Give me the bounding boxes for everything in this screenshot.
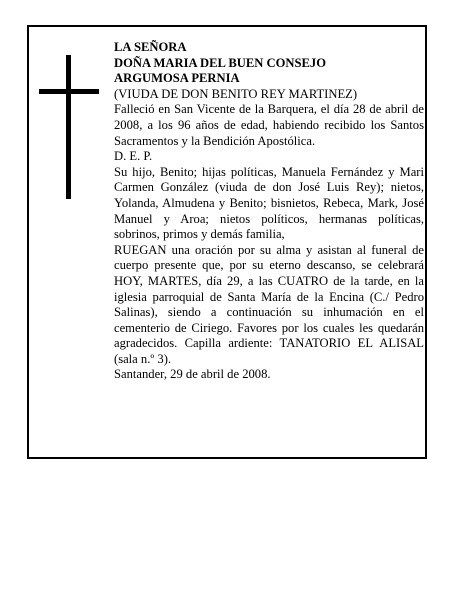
widow-of-line: (VIUDA DE DON BENITO REY MARTINEZ): [114, 86, 358, 101]
death-notice-paragraph: Falleció en San Vicente de la Barquera, el día 28 de abril de 2008, a los 96 años de edad, habiendo recibido los Santos Sacramentos y la Bendición Apostólica.: [114, 102, 424, 148]
notice-title: LA SEÑORA: [114, 40, 187, 54]
latin-cross-icon: [39, 55, 99, 199]
obituary-notice: [27, 25, 427, 459]
request-paragraph: RUEGAN una oración por su alma y asistan al funeral de cuerpo presente que, por su eterno descanso, se celebrará HOY, MARTES, día 29, a las CUATRO de la tarde, en la iglesia parroquial de Santa María de la Encina (C./ Pedro Salinas), siendo a continuación su inhumación en el cementerio de Ciriego. Favores por los cuales les quedarán agradecidos. Capilla ardiente: TANATORIO EL ALISAL (sala n.º 3).: [114, 242, 424, 366]
deceased-name-line-2: ARGUMOSA PERNIA: [114, 71, 240, 86]
family-paragraph: Su hijo, Benito; hijas políticas, Manuela Fernández y Mari Carmen González (viuda de don José Luis Rey); nietos, Yolanda, Almudena y Benito; bisnietos, Rebeca, Mark, José Manuel y Aroa; nietos políticos, hermanas políticas, sobrinos, primos y demás familia,: [114, 164, 424, 242]
cross-vertical-bar: [66, 55, 71, 199]
signoff-line: Santander, 29 de abril de 2008.: [114, 367, 271, 382]
dep-line: D. E. P.: [114, 149, 153, 164]
cross-horizontal-bar: [39, 89, 99, 94]
deceased-name-line-1: DOÑA MARIA DEL BUEN CONSEJO: [114, 55, 327, 70]
obituary-text: [114, 40, 424, 383]
